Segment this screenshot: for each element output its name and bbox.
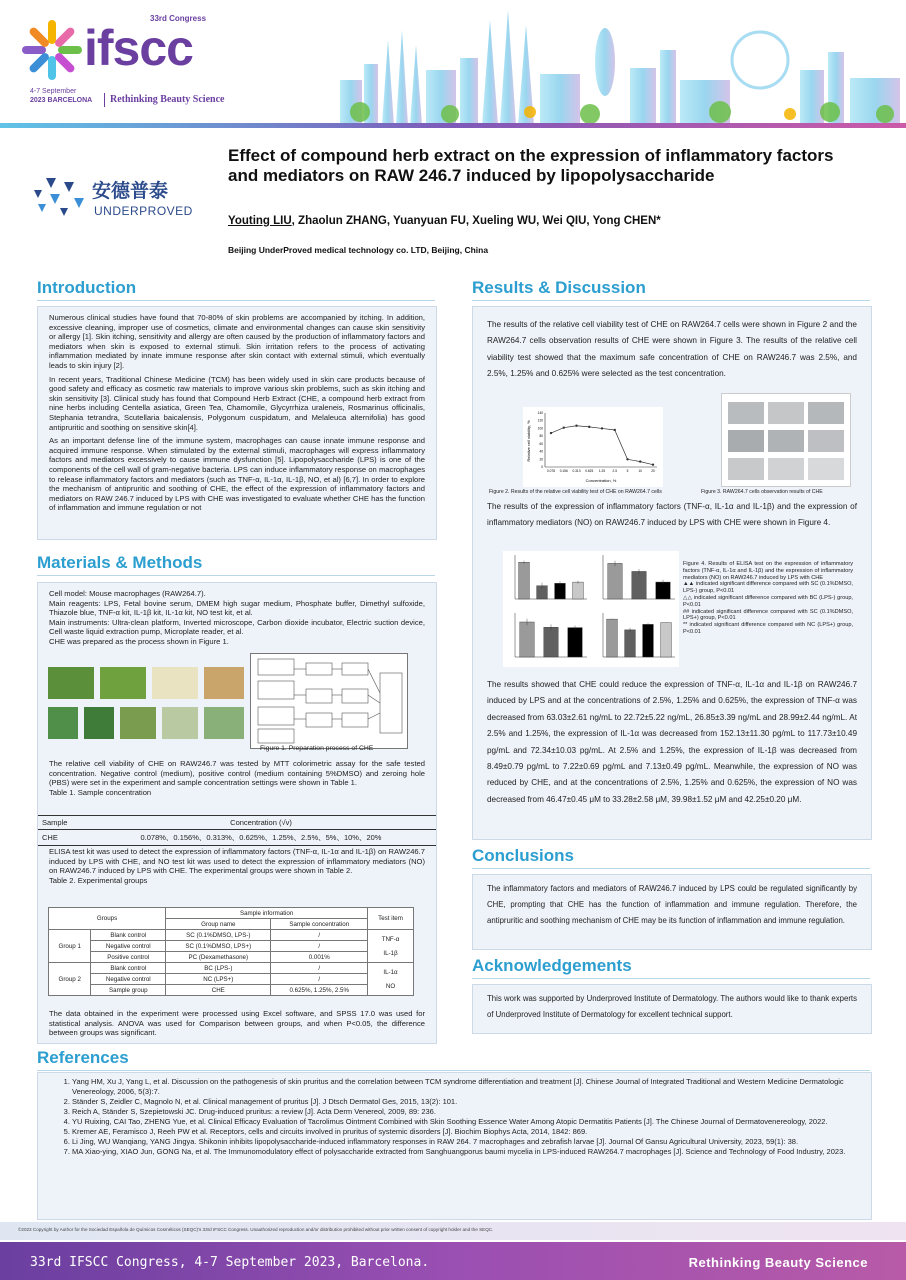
table2-cell: 0.625%, 1.25%, 2.5% <box>271 985 368 996</box>
fig4-tnf-chart <box>503 551 591 607</box>
author-list <box>228 215 661 227</box>
barcelona-skyline-illustration <box>330 0 906 125</box>
fig2-y-tick-label: 80 <box>539 434 543 439</box>
microscopy-image <box>728 402 764 424</box>
table2-cell: / <box>271 941 368 952</box>
fig4-il1a-chart <box>591 551 679 607</box>
table-row <box>49 963 414 974</box>
table-2-caption: Table 2. Experimental groups <box>49 875 148 885</box>
fig4-bar <box>519 562 530 599</box>
table2-cell: SC (0.1%DMSO, LPS-) <box>166 930 271 941</box>
conclusions-box <box>472 874 872 950</box>
company-chinese-name: 安德普泰 <box>92 181 169 202</box>
fig2-y-tick-label: 120 <box>537 418 543 423</box>
header-accent-bar <box>0 123 906 128</box>
fig2-y-tick-label: 60 <box>539 441 543 446</box>
table-row <box>49 952 414 963</box>
congress-header <box>0 0 906 128</box>
table2-cell: PC (Dexamethasone) <box>166 952 271 963</box>
fig2-y-tick-label: 0 <box>541 465 543 469</box>
table2-header-sample-concentration: Sample concentration <box>271 919 368 930</box>
congress-footer <box>0 1222 906 1280</box>
table2-header-group-name: Group name <box>166 919 271 930</box>
fig2-x-tick-label: 0.078 <box>547 469 555 473</box>
results-paragraph-3: The results showed that CHE could reduce the expression of TNF-α, IL-1α and IL-1β on RAW246.7 induced by LPS and at the concentrations of 2.5%, 1.25% and 0.625%, the expression of TNF-α was decreased from 63.03±2.61 ng/mL to 22.72±5.22 ng/mL, 26.85±3.39 ng/mL and 28.99±2.44 ng/mL. At 2.5% and 1.25%, the expression of IL-1α was decreased from 152.13±11.30 pg/mL to 117.73±10.49 pg/mL and 72.34±10.03 pg/mL. At 2.5% and 1.25%, the expression of IL-1β was decreased from 8.49±0.79 pg/mL to 7.22±0.69 pg/mL and 7.13±0.49 pg/mL. Meanwhile, the expression of NO was reduced by CHE, and at the concentrations of 2.5%, 1.25% and 0.625%, the expression of NO was decreased from 46.47±0.45 μM to 33.28±2.58 μM, 39.98±1.52 μM and 42.25±0.20 μM. <box>487 680 857 804</box>
methods-mtt-paragraph: The relative cell viability of CHE on RAW246.7 was tested by MTT colorimetric assay for the safe tested concentration. Negative control (medium), positive control (medium containing 5%DMSO) and zeroing hole (PBS) were set in the experiment and sample concentration settings were shown in Table 1. <box>49 759 425 788</box>
table2-cell: CHE <box>166 985 271 996</box>
figure-3-caption: Figure 3. RAW264.7 cells observation results of CHE <box>701 489 823 495</box>
table2-cell: BC (LPS-) <box>166 963 271 974</box>
footer-congress-info: 33rd IFSCC Congress, 4-7 September 2023, Barcelona. <box>30 1255 430 1270</box>
table2-test-items-1 <box>368 930 414 963</box>
table2-cell: / <box>271 930 368 941</box>
table2-cell: Positive control <box>91 952 166 963</box>
fig2-y-tick-label: 140 <box>537 411 543 415</box>
fig2-y-tick-label: 100 <box>537 426 543 431</box>
fig4-bar <box>643 624 654 657</box>
fig4-bar <box>573 582 584 599</box>
references-heading: References <box>37 1048 129 1067</box>
fig4-bar <box>625 630 636 657</box>
fig4-bar <box>568 628 582 657</box>
introduction-heading: Introduction <box>37 278 137 297</box>
fig2-data-point <box>614 429 616 431</box>
microscopy-image <box>768 402 804 424</box>
microscopy-image <box>808 402 844 424</box>
figure-4-elisa-charts <box>503 551 679 667</box>
table2-header-sample-info: Sample information <box>166 908 368 919</box>
methods-reagents: Main reagents: LPS, Fetal bovine serum, DMEM high sugar medium, Phosphate buffer, Dimethyl sulfoxide, Thiazole blue, TNF-α kit, IL-1β kit, IL-1α kit, NO test kit, et al. <box>49 598 425 618</box>
reference-item: 1. Yang HM, Xu J, Yang L, et al. Discussion on the pathogenesis of skin pruritus and the correlation between TCM syndrome differentiation and treatment [J]. Chinese Journal of Integrated Traditional and Western Medicine Dermatologic Venereology, 2006, 5(3):7. <box>72 1077 858 1097</box>
figure-1-caption: Figure 1. Preparation process of CHE <box>260 745 374 752</box>
table1-cell-concentrations: 0.078%、0.156%、0.313%、0.625%、1.25%、2.5%、5%、10%、20% <box>140 833 382 842</box>
fig2-y-tick-label: 40 <box>539 449 543 454</box>
fig2-x-tick-label: 1.25 <box>598 469 606 473</box>
table-row <box>49 941 414 952</box>
figure-4-caption: Figure 4. Results of ELISA test on the expression of inflammatory factors (TNF-α, IL-1α and IL-1β) and the expression of inflammatory mediators (NO) on RAW246.7 induced by LPS with CHE <box>683 561 853 581</box>
herb-photo <box>48 667 94 699</box>
methods-preparation: CHE was prepared as the process shown in Figure 1. <box>49 636 229 646</box>
reference-item: 4. YU Ruixing, CAI Tao, ZHENG Yue, et al. Clinical Efficacy Evaluation of Tacrolimus Ointment Combined with Skin Soothing Essence Water Among Atopic Dermatitis Patients [J]. The Chinese Journal of Dermatovenereology, 2022. <box>72 1117 858 1127</box>
table-row <box>49 930 414 941</box>
herb-photo <box>120 707 156 739</box>
table-1-caption: Table 1. Sample concentration <box>49 787 152 797</box>
table2-group-2: Group 2 <box>49 963 91 996</box>
fig4-bar <box>661 623 672 657</box>
fig4-bar <box>632 571 646 599</box>
preparation-flowchart <box>250 653 408 749</box>
acknowledgements-text: This work was supported by Underproved Institute of Dermatology. The authors would like to thank experts of Underproved Institute of Dermatology for excellent technical support. <box>487 994 857 1019</box>
table-row <box>49 974 414 985</box>
figure-4-note-1: ▲▲ indicated significant difference compared with SC (0.1%DMSO, LPS-) group, P<0.01 <box>683 581 853 595</box>
test-item-il1a: IL-1α <box>383 968 398 976</box>
methods-heading: Materials & Methods <box>37 553 203 572</box>
fig2-x-tick-label: 2.5 <box>612 469 617 473</box>
methods-cell-model: Cell model: Mouse macrophages (RAW264.7). <box>49 589 206 598</box>
footer-slogan: Rethinking Beauty Science <box>688 1255 868 1270</box>
herb-photo <box>204 667 244 699</box>
fig2-data-point <box>626 458 628 460</box>
intro-paragraph-3: As an important defense line of the immune system, macrophages can cause innate immune response and acquired immune response. When stimulated by the external stimuli, macrophages will express inflammatory factors and mediators excessively to cause immune dysfunction [5]. Lipopolysaccharide (LPS) is one of the components of the cell wall of gram-negative bacteria. LPS can induce inflammatory response on macrophages to release inflammatory factors and mediators (such as TNF-α, IL-1α, IL-1β, NO, et al) [6,7]. In order to explore the mechanism of antipruritic and soothing of CHE, the effect of the expression of inflammatory factors and mediators on RAW 246.7 induced by LPS with CHE was investigated to evaluate whether CHE has the function of inflammation and immune regulation or not <box>49 436 425 513</box>
fig4-bar <box>520 622 534 657</box>
reference-item: 7. MA Xiao-ying, XIAO Jun, GONG Na, et al. The Immunomodulatory effect of polysaccharide extracted from Sanghuangporus baumi mycelia in LPS-induced RAW264.7 macrophages [J]. Science and Technology of Food Industry, 2023. <box>72 1147 858 1157</box>
table2-cell: Sample group <box>91 985 166 996</box>
fig4-bar <box>555 583 566 599</box>
congress-dates: 4-7 September <box>30 88 77 95</box>
table2-cell: / <box>271 974 368 985</box>
acknowledgements-box <box>472 984 872 1034</box>
figure-4-note-2: △△ indicated significant difference compared with BC (LPS-) group, P<0.01 <box>683 594 853 608</box>
herb-photo <box>152 667 198 699</box>
table1-header-concentration: Concentration (√v) <box>230 818 292 827</box>
fig2-x-tick-label: 0.156 <box>559 469 568 473</box>
figure-2-caption: Figure 2. Results of the relative cell viability test of CHE on RAW264.7 cells <box>489 489 662 495</box>
methods-elisa-paragraph: ELISA test kit was used to detect the expression of inflammatory factors (TNF-α, IL-1α and IL-1β) on RAW246.7 induced by LPS with CHE, and NO test kit was used to detect the expression of inflammatory mediators (NO) on RAW246.7 induced by LPS with CHE. The experimental groups were shown in Table 2. <box>49 847 425 876</box>
fig2-data-point <box>601 427 603 429</box>
ifscc-star-logo-icon <box>20 18 84 82</box>
company-english-name: UNDERPROVED <box>94 204 193 218</box>
fig2-data-point <box>563 426 565 428</box>
table1-cell-sample: CHE <box>42 833 58 842</box>
microscopy-image <box>728 430 764 452</box>
congress-number: 33rd Congress <box>150 14 207 23</box>
reference-list <box>56 1077 858 1157</box>
table2-cell: Blank control <box>91 930 166 941</box>
affiliation: Beijing UnderProved medical technology co. LTD, Beijing, China <box>228 245 489 255</box>
fig2-ylabel: Relative cell viability, % <box>526 420 531 462</box>
herb-photo <box>84 707 114 739</box>
fig4-no-chart <box>591 609 679 665</box>
fig2-data-point <box>652 463 654 465</box>
underproved-logo-icon <box>30 172 90 220</box>
fig2-data-point <box>550 432 552 434</box>
test-item-no: NO <box>385 982 396 990</box>
table-row <box>49 985 414 996</box>
figure-4-note-3: ## indicated significant difference compared with SC (0.1%DMSO, LPS+) group, P<0.01 <box>683 608 853 622</box>
test-item-tnf: TNF-α <box>381 935 400 943</box>
fig4-bar <box>608 563 622 599</box>
herb-photo <box>100 667 146 699</box>
first-author: Youting LIU <box>228 215 292 227</box>
table-1-sample-concentration <box>38 815 436 846</box>
table2-header-test-item: Test item <box>368 908 414 930</box>
herb-photo <box>204 707 244 739</box>
herb-photo <box>162 707 198 739</box>
methods-instruments: Main instruments: Ultra-clean platform, Inverted microscope, Carbon dioxide incubator, Electric suction device, Cell waste liquid extraction pump, Microplate reader, et al. <box>49 617 425 637</box>
fig2-x-tick-label: 20 <box>651 469 655 473</box>
fig2-x-tick-label: 0.625 <box>585 469 594 473</box>
conclusions-heading: Conclusions <box>472 846 575 865</box>
fig4-bar <box>544 627 558 657</box>
table-2-experimental-groups <box>48 907 414 996</box>
intro-paragraph-1: Numerous clinical studies have found that 70-80% of skin problems are accompanied by itching. In addition, excessive cleaning, improper use of cosmetics, climate and environmental changes can cause skin sensitivity or allergy [1]. Skin itching, sensitivity and allergy are often caused by the production of inflammatory factors and mediators when skin is exposed to external stimuli. Skin irritation refers to the process of activating inflammation mediated by innate immune response after skin contact with external stimuli, which eventually leads to skin injury [2]. <box>49 313 425 370</box>
results-heading: Results & Discussion <box>472 278 646 297</box>
results-box <box>472 306 872 840</box>
fig4-il1b-chart <box>503 609 591 665</box>
methods-box <box>37 582 437 1044</box>
microscopy-image <box>808 458 844 480</box>
reference-item: 6. Li Jing, WU Wanqiang, YANG Jingya. Shikonin inhibits lipopolysaccharide-induced inflammatory responses in RAW 264. 7 macrophages and zebrafish larvae [J]. Journal Of Gansu Agricultural University, 2023, 59(1): 38. <box>72 1137 858 1147</box>
poster-title: Effect of compound herb extract on the expression of inflammatory factors and mediators on RAW 246.7 induced by lipopolysaccharide <box>228 146 834 185</box>
table2-group-1: Group 1 <box>49 930 91 963</box>
fig4-bar <box>607 619 618 657</box>
table2-cell: Negative control <box>91 974 166 985</box>
fig2-data-point <box>639 460 641 462</box>
intro-paragraph-2: In recent years, Traditional Chinese Medicine (TCM) has been widely used in skin care products because of good safety and efficacy as cosmetic raw materials to improve various skin problems, such as skin itching and skin sensitivity [3]. Clinical study has found that Compound Herb Extract (CHE, a compound herb extract from nine herbs including Centella asiatica, Green Tea, Chamomile, Glycyrrhiza uraleneis, Rosmarinus officinalis, Stephania tetrandra, Scutellaria baicalensis, Polygonum cuspidatum, and Melaleuca alternifolia) has good antipruritic and soothing on sensitive skin[4]. <box>49 374 425 432</box>
table1-header-sample: Sample <box>42 818 68 827</box>
congress-year-city: 2023 BARCELONA <box>30 97 93 104</box>
microscopy-image <box>768 430 804 452</box>
results-paragraph-2: The results of the expression of inflammatory factors (TNF-α, IL-1α and IL-1β) and the expression of inflammatory mediators (NO) on RAW246.7 induced by LPS with CHE were shown in Figure 4. <box>487 502 857 528</box>
microscopy-image <box>808 430 844 452</box>
table2-cell: 0.001% <box>271 952 368 963</box>
herb-photo <box>48 707 78 739</box>
test-item-il1b: IL-1β <box>383 949 398 957</box>
results-paragraph-1: The results of the relative cell viability test of CHE on RAW264.7 cells were shown in Figure 2 and the RAW264.7 cells observation results of CHE were shown in Figure 3. The results of the relative cell viability test showed that the maximum safe concentration of CHE on RAW246.7 was 2.5%, and 2.5%, 1.25% and 0.625% were selected as the test concentration. <box>487 320 857 379</box>
table2-cell: Blank control <box>91 963 166 974</box>
figure-3-microscopy-grid <box>721 393 851 487</box>
table2-cell: Negative control <box>91 941 166 952</box>
figure-4-note-4: ** indicated significant difference compared with NC (LPS+) group, P<0.01 <box>683 622 853 635</box>
acknowledgements-heading: Acknowledgements <box>472 956 632 975</box>
fig2-x-tick-label: 0.313 <box>572 469 581 473</box>
fig2-y-tick-label: 20 <box>539 457 543 462</box>
references-box <box>37 1072 872 1220</box>
fig2-x-tick-label: 10 <box>638 469 643 473</box>
congress-slogan: Rethinking Beauty Science <box>110 94 225 105</box>
introduction-box <box>37 306 437 540</box>
methods-statistics-paragraph: The data obtained in the experiment were processed using Excel software, and SPSS 17.0 was used for statistical analysis. ANOVA was used for Comparison between groups, and when P<0.05, the difference between groups was significant. <box>49 1009 425 1038</box>
ifscc-brand: ifscc <box>84 20 193 76</box>
table2-cell: / <box>271 963 368 974</box>
co-authors: , Zhaolun ZHANG, Yuanyuan FU, Xueling WU, Wei QIU, Yong CHEN* <box>291 215 661 227</box>
herb-photos-grid <box>48 667 248 743</box>
microscopy-image <box>728 458 764 480</box>
table2-test-items-2 <box>368 963 414 996</box>
fig2-data-point <box>575 425 577 427</box>
table2-header-groups: Groups <box>49 908 166 930</box>
fig2-data-point <box>588 426 590 428</box>
figure-4-legend <box>683 561 853 636</box>
fig4-bar <box>656 582 670 599</box>
microscopy-image <box>768 458 804 480</box>
copyright-notice: ©2023 Copyright by Author for the Sociedad Española de Químicos Cosméticos (SEQC)'s 33rd IFSCC Congress. Unauthorized reproduction and/or distribution prohibited without prior written consent of copyright holder and the SEQC. <box>18 1227 494 1232</box>
reference-item: 2. Ständer S, Zeidler C, Magnolo N, et al. Clinical management of pruritus [J]. J Dtsch Dermatol Ges, 2015, 13(2): 101. <box>72 1097 858 1107</box>
figure-2-viability-chart <box>523 407 663 487</box>
table2-cell: SC (0.1%DMSO, LPS+) <box>166 941 271 952</box>
conclusions-text: The inflammatory factors and mediators of RAW246.7 induced by LPS could be regulated significantly by CHE, prompting that CHE has the function of inflammation and immune regulation. Therefore, the antipruritic and soothing mechanism of CHE may be its function of inflammation and immune regulation. <box>487 884 857 925</box>
fig2-x-tick-label: 5 <box>626 469 629 473</box>
fig2-xlabel: Concentration, % <box>585 478 617 483</box>
reference-item: 3. Reich A, Ständer S, Szepietowski JC. Drug-induced pruritus: a review [J]. Acta Derm Venereol, 2009, 89: 236. <box>72 1107 858 1117</box>
reference-item: 5. Kremer AE, Feramisco J, Reeh PW et al. Receptors, cells and circuits involved in pruritus of systemic disorders [J]. Biochim Biophys Acta, 2014, 1842: 869. <box>72 1127 858 1137</box>
table2-cell: NC (LPS+) <box>166 974 271 985</box>
